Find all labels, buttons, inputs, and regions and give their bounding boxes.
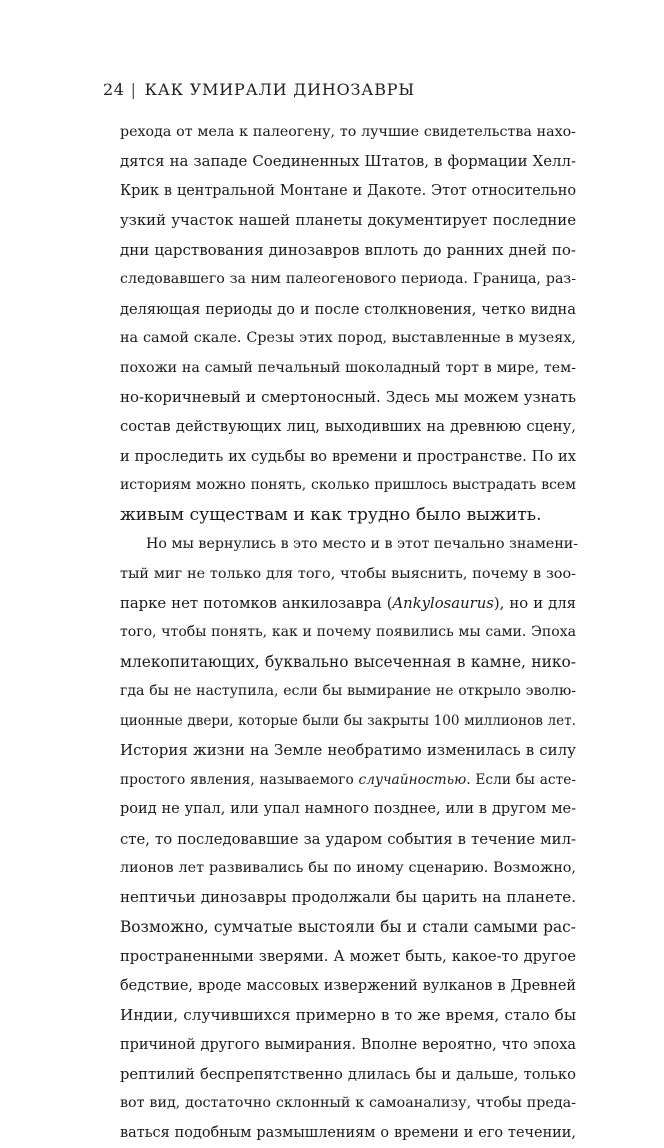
text-line: рехода от мела к палеогену, то лучшие свидетельства нахо- [120,124,576,140]
text-line: похожи на самый печальный шоколадный торт в мире, тем- [120,359,576,376]
text-fragment: . Если бы асте- [466,771,576,788]
text-line: лионов лет развивались бы по иному сценарию. Возможно, [120,859,576,876]
text-line: историям можно понять, сколько пришлось выстрадать всем [120,477,576,494]
text-fragment: парке нет потомков анкилозавра ( [120,595,393,612]
running-head [103,80,415,99]
page-number: 24 [103,80,125,99]
text-line: Но мы вернулись в это место и в этот печально знамени- [146,536,579,553]
text-line: сте, то последовавшие за ударом события в течение мил- [120,830,576,848]
body-text [120,118,579,1148]
text-line: причиной другого вымирания. Вполне вероятно, что эпоха [120,1036,576,1053]
text-line: млекопитающих, буквально высеченная в камне, нико- [120,652,576,671]
text-line: Крик в центральной Монтане и Дакоте. Этот относительно [120,182,576,199]
text-line: вот вид, достаточно склонный к самоанализу, чтобы преда- [120,1095,576,1112]
italic-term: Ankylosaurus [392,595,494,612]
text-line: пространенными зверями. А может быть, какое-то другое [120,948,576,966]
text-line [120,589,576,618]
text-line: бедствие, вроде массовых извержений вулканов в Древней [120,977,576,994]
text-line: ваться подобным размышлениям о времени и его течении, [120,1124,576,1141]
text-line: ционные двери, которые были бы закрыты 100 миллионов лет. [120,712,576,729]
text-line: живым существам и как трудно было выжить. [120,504,542,525]
text-line: нептичьи динозавры продолжали бы царить на планете. [120,888,576,907]
text-line: следовавшего за ним палеогенового периода. Граница, раз- [120,271,576,288]
text-line: состав действующих лиц, выходивших на древнюю сцену, [120,418,576,436]
text-line: дятся на западе Соединенных Штатов, в формации Хелл- [120,152,576,171]
text-line: Возможно, сумчатые выстояли бы и стали самыми рас- [120,917,576,936]
text-line [120,766,576,795]
chapter-title: КАК УМИРАЛИ ДИНОЗАВРЫ [144,80,415,99]
text-fragment: ), но и для [493,595,576,612]
text-line: тый миг не только для того, чтобы выяснить, почему в зоо- [120,565,576,582]
text-fragment: простого явления, называемого [120,771,359,788]
text-line: гда бы не наступила, если бы вымирание не открыло эволю- [120,683,576,700]
header-separator: | [130,80,137,99]
text-line: История жизни на Земле необратимо изменилась в силу [120,741,576,760]
text-line: дни царствования динозавров вплоть до ранних дней по- [120,240,576,259]
text-line: на самой скале. Срезы этих пород, выставленные в музеях, [120,330,576,347]
text-line: но-коричневый и смертоносный. Здесь мы можем узнать [120,387,576,406]
italic-term: случайностью [358,771,467,788]
text-line: того, чтобы понять, как и почему появились мы сами. Эпоха [120,624,576,641]
text-line: рептилий беспрепятственно длилась бы и дальше, только [120,1066,576,1083]
text-line: узкий участок нашей планеты документирует последние [120,211,576,230]
text-line: роид не упал, или упал намного позднее, или в другом ме- [120,801,576,818]
text-line: деляющая периоды до и после столкновения, четко видна [120,300,576,318]
text-line: Индии, случившихся примерно в то же время, стало бы [120,1006,576,1025]
text-line: и проследить их судьбы во времени и пространстве. По их [120,447,576,465]
